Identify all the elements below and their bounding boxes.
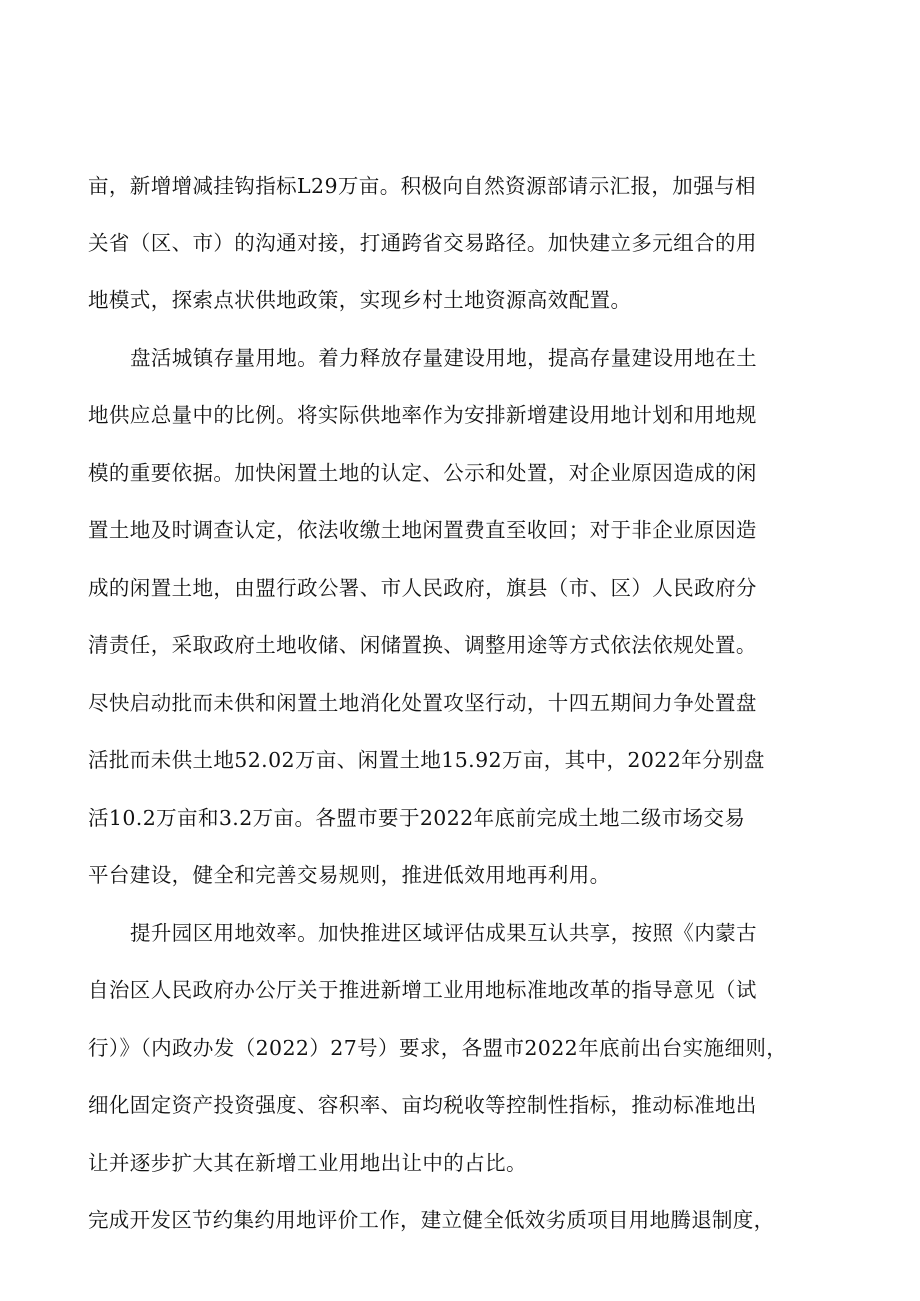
paragraph-2-line-7: 尽快启动批而未供和闲置土地消化处置攻坚行动，十四五期间力争处置盘 — [88, 691, 757, 715]
paragraph-4-line-1: 完成开发区节约集约用地评价工作，建立健全低效劣质项目用地腾退制度， — [88, 1208, 775, 1232]
paragraph-2-line-6: 清责任，采取政府土地收储、闲储置换、调整用途等方式依法依规处置。 — [88, 633, 757, 657]
paragraph-3-line-3: 行）》（内政办发（2022）27号）要求，各盟市2022年底前出台实施细则， — [88, 1036, 788, 1060]
paragraph-2-line-2: 地供应总量中的比例。将实际供地率作为安排新增建设用地计划和用地规 — [88, 403, 757, 427]
paragraph-3-line-5: 让并逐步扩大其在新增工业用地出让中的占比。 — [88, 1151, 527, 1175]
paragraph-3-line-1: 提升园区用地效率。加快推进区域评估成果互认共享，按照《内蒙古 — [130, 921, 757, 945]
paragraph-1-line-2: 关省（区、市）的沟通对接，打通跨省交易路径。加快建立多元组合的用 — [88, 231, 757, 255]
paragraph-3-line-2: 自治区人民政府办公厅关于推进新增工业用地标准地改革的指导意见（试 — [88, 978, 757, 1002]
paragraph-2-line-1: 盘活城镇存量用地。着力释放存量建设用地，提高存量建设用地在土 — [130, 346, 757, 370]
paragraph-2-line-10: 平台建设，健全和完善交易规则，推进低效用地再利用。 — [88, 863, 611, 887]
paragraph-1-line-3: 地模式，探索点状供地政策，实现乡村土地资源高效配置。 — [88, 288, 632, 312]
paragraph-2-line-8: 活批而未供土地52.02万亩、闲置土地15.92万亩，其中，2022年分别盘 — [88, 748, 765, 772]
paragraph-2-line-3: 模的重要依据。加快闲置土地的认定、公示和处置，对企业原因造成的闲 — [88, 461, 757, 485]
paragraph-2-line-5: 成的闲置土地，由盟行政公署、市人民政府，旗县（市、区）人民政府分 — [88, 576, 757, 600]
paragraph-1-line-1: 亩，新增增减挂钩指标L29万亩。积极向自然资源部请示汇报，加强与相 — [88, 174, 756, 198]
paragraph-3-line-4: 细化固定资产投资强度、容积率、亩均税收等控制性指标，推动标准地出 — [88, 1093, 757, 1117]
paragraph-2-line-9: 活10.2万亩和3.2万亩。各盟市要于2022年底前完成土地二级市场交易 — [88, 806, 746, 830]
paragraph-2-line-4: 置土地及时调查认定，依法收缴土地闲置费直至收回；对于非企业原因造 — [88, 518, 757, 542]
